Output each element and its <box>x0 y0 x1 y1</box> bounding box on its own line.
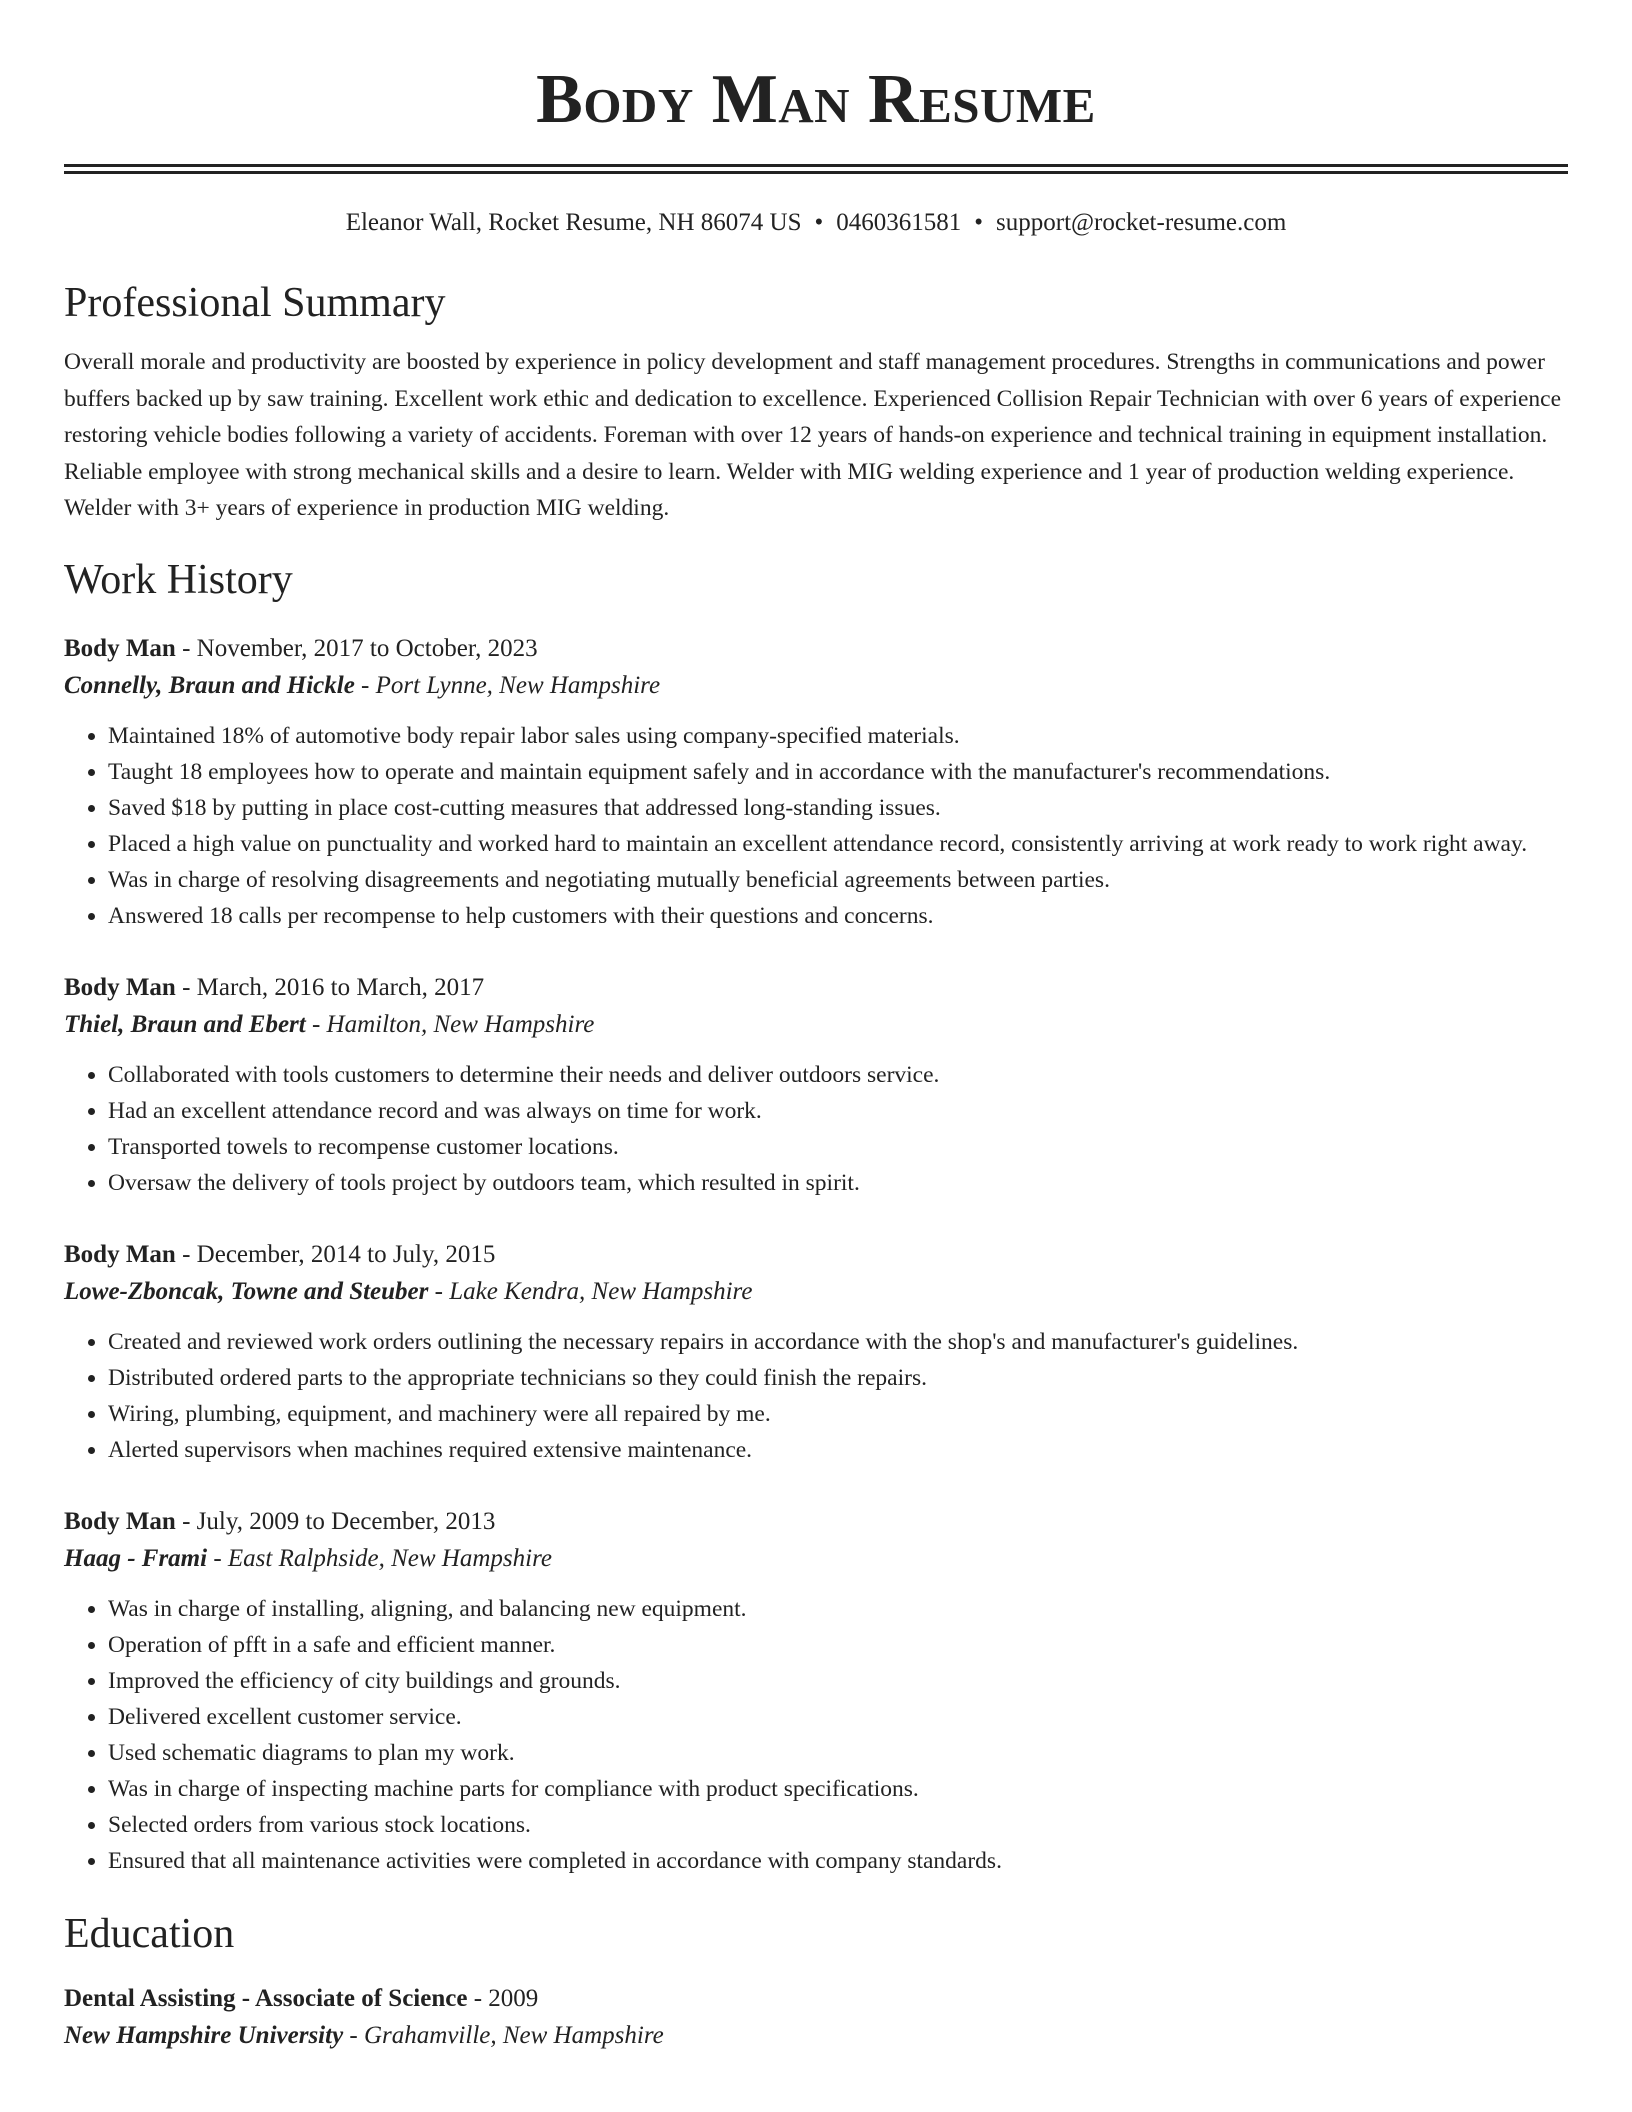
duty-item: • Was in charge of inspecting machine parts for compliance with product specifications. <box>108 1771 1568 1807</box>
resume-title: Body Man Resume <box>536 61 1096 138</box>
duty-item: • Used schematic diagrams to plan my work. <box>108 1735 1568 1771</box>
contact-email: support@rocket-resume.com <box>996 209 1287 236</box>
job-title: Body Man <box>64 1240 176 1268</box>
summary-heading: Professional Summary <box>64 280 446 326</box>
title-double-rule <box>64 164 1568 174</box>
duty-item: • Answered 18 calls per recompense to help customers with their questions and concerns. <box>108 898 1568 934</box>
job-dates: - July, 2009 to December, 2013 <box>175 1507 496 1535</box>
employer-location: - Lake Kendra, New Hampshire <box>428 1277 753 1305</box>
degree-name: Dental Assisting - Associate of Science <box>64 1984 468 2012</box>
duty-item: • Oversaw the delivery of tools project by outdoors team, which resulted in spirit. <box>108 1165 1568 1201</box>
degree-year: - 2009 <box>467 1984 539 2012</box>
job-entry <box>64 970 1568 1201</box>
contact-address: Eleanor Wall, Rocket Resume, NH 86074 US <box>345 209 802 236</box>
education-entry <box>64 1981 1568 2055</box>
job-title-line <box>64 1504 1568 1540</box>
job-entry <box>64 631 1568 934</box>
job-dates: - March, 2016 to March, 2017 <box>175 973 485 1001</box>
duty-item: • Saved $18 by putting in place cost-cutting measures that addressed long-standing issues. <box>108 790 1568 826</box>
education-heading: Education <box>64 1910 235 1957</box>
employer-location: - East Ralphside, New Hampshire <box>207 1544 552 1572</box>
summary-text: Overall morale and productivity are boosted by experience in policy development and staff management procedures. Strengths in communications and power buffers backed up by saw training. Excellent work ethic and dedication to excellence. Experienced Collision Repair Technician with over 6 years of experience restoring vehicle bodies following a variety of accidents. Foreman with over 12 years of hands-on experience and technical training in equipment installation. Reliable employee with strong mechanical skills and a desire to learn. Welder with MIG welding experience and 1 year of production welding experience. Welder with 3+ years of experience in production MIG welding. <box>64 349 1562 521</box>
employer-line <box>64 1006 1568 1044</box>
contact-line <box>64 208 1568 238</box>
degree-line <box>64 1981 1568 2017</box>
employer-location: - Hamilton, New Hampshire <box>305 1010 595 1038</box>
school-location: - Grahamville, New Hampshire <box>343 2021 664 2049</box>
resume-page <box>64 0 1568 2055</box>
employer-line <box>64 1540 1568 1578</box>
employer-name: Lowe-Zboncak, Towne and Steuber <box>64 1277 429 1305</box>
job-dates: - November, 2017 to October, 2023 <box>175 634 538 662</box>
contact-phone: 0460361581 <box>836 209 962 236</box>
duty-item: • Selected orders from various stock locations. <box>108 1807 1568 1843</box>
school-line <box>64 2017 1568 2055</box>
duty-item: • Taught 18 employees how to operate and maintain equipment safely and in accordance with the manufacturer's recommendations. <box>108 754 1568 790</box>
duty-item: • Placed a high value on punctuality and worked hard to maintain an excellent attendance record, consistently arriving at work ready to work right away. <box>108 826 1568 862</box>
duty-list <box>64 1057 1568 1201</box>
employer-name: Connelly, Braun and Hickle <box>64 671 355 699</box>
job-title-line <box>64 970 1568 1006</box>
duty-item: • Collaborated with tools customers to determine their needs and deliver outdoors service. <box>108 1057 1568 1093</box>
duty-item: • Maintained 18% of automotive body repair labor sales using company-specified materials. <box>108 718 1568 754</box>
job-entry <box>64 1504 1568 1879</box>
duty-list <box>64 1591 1568 1879</box>
employer-line <box>64 1273 1568 1311</box>
duty-item: • Distributed ordered parts to the appropriate technicians so they could finish the repairs. <box>108 1360 1568 1396</box>
duty-item: • Ensured that all maintenance activities were completed in accordance with company standards. <box>108 1843 1568 1879</box>
duty-item: • Wiring, plumbing, equipment, and machinery were all repaired by me. <box>108 1396 1568 1432</box>
job-title-line <box>64 1237 1568 1273</box>
duty-item: • Alerted supervisors when machines required extensive maintenance. <box>108 1432 1568 1468</box>
job-dates: - December, 2014 to July, 2015 <box>175 1240 496 1268</box>
employer-name: Thiel, Braun and Ebert <box>64 1010 306 1038</box>
duty-item: • Was in charge of installing, aligning, and balancing new equipment. <box>108 1591 1568 1627</box>
job-title: Body Man <box>64 634 176 662</box>
duty-item: • Created and reviewed work orders outlining the necessary repairs in accordance with the shop's and manufacturer's guidelines. <box>108 1324 1568 1360</box>
work-history-heading: Work History <box>64 556 293 603</box>
school-name: New Hampshire University <box>64 2021 344 2049</box>
duty-item: • Operation of pfft in a safe and efficient manner. <box>108 1627 1568 1663</box>
employer-line <box>64 667 1568 705</box>
duty-item: • Transported towels to recompense customer locations. <box>108 1129 1568 1165</box>
duty-item: • Improved the efficiency of city buildings and grounds. <box>108 1663 1568 1699</box>
employer-name: Haag - Frami <box>64 1544 208 1572</box>
job-entry <box>64 1237 1568 1468</box>
contact-separator: • <box>814 209 824 236</box>
duty-item: • Had an excellent attendance record and was always on time for work. <box>108 1093 1568 1129</box>
contact-separator: • <box>974 209 984 236</box>
duty-item: • Delivered excellent customer service. <box>108 1699 1568 1735</box>
employer-location: - Port Lynne, New Hampshire <box>354 671 661 699</box>
job-title: Body Man <box>64 1507 176 1535</box>
duty-item: • Was in charge of resolving disagreements and negotiating mutually beneficial agreements between parties. <box>108 862 1568 898</box>
job-title: Body Man <box>64 973 176 1001</box>
duty-list <box>64 718 1568 934</box>
job-title-line <box>64 631 1568 667</box>
duty-list <box>64 1324 1568 1468</box>
